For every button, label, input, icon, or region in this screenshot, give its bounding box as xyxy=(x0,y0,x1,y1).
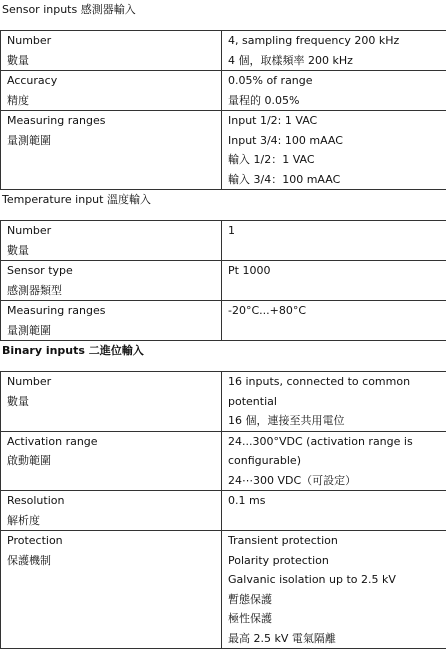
row-label-cell xyxy=(1,71,222,111)
row-label-cell xyxy=(1,221,222,261)
label-zh: 保護機制 xyxy=(7,551,221,571)
row-label-cell xyxy=(1,531,222,649)
label-en: Activation range xyxy=(7,432,221,452)
row-value-cell xyxy=(222,491,446,531)
label-zh: 數量 xyxy=(7,51,221,71)
value-line: 24...300°VDC (activation range is xyxy=(228,432,446,452)
label-zh: 感測器類型 xyxy=(7,281,221,301)
label-en: Accuracy xyxy=(7,71,221,91)
value-line: 1 xyxy=(228,221,446,241)
row-value-cell xyxy=(222,372,446,432)
table-row xyxy=(1,71,446,111)
row-value-cell xyxy=(222,261,446,301)
label-en: Number xyxy=(7,221,221,241)
value-line: 量程的 0.05% xyxy=(228,91,446,111)
row-value-cell xyxy=(222,531,446,649)
label-zh: 啟動範圍 xyxy=(7,451,221,471)
label-zh: 量測範圍 xyxy=(7,321,221,341)
value-line: Galvanic isolation up to 2.5 kV xyxy=(228,570,446,590)
row-label-cell xyxy=(1,31,222,71)
temperature-input-table xyxy=(0,220,446,341)
value-line: 輸入 3/4：100 mAAC xyxy=(228,170,446,190)
label-zh: 解析度 xyxy=(7,511,221,531)
table-row xyxy=(1,491,446,531)
table-row xyxy=(1,31,446,71)
value-line: 最高 2.5 kV 電氣隔離 xyxy=(228,629,446,649)
label-zh: 量測範圍 xyxy=(7,131,221,151)
section-title-sensor-inputs: Sensor inputs 感測器輸入 xyxy=(0,0,446,19)
table-row xyxy=(1,531,446,649)
label-zh: 數量 xyxy=(7,392,221,412)
section-title-binary-inputs: Binary inputs 二進位輸入 xyxy=(0,341,446,360)
value-line: Transient protection xyxy=(228,531,446,551)
value-line: 4, sampling frequency 200 kHz xyxy=(228,31,446,51)
label-en: Sensor type xyxy=(7,261,221,281)
row-value-cell xyxy=(222,431,446,491)
row-label-cell xyxy=(1,261,222,301)
value-line: 0.1 ms xyxy=(228,491,446,511)
row-label-cell xyxy=(1,372,222,432)
value-line: 輸入 1/2：1 VAC xyxy=(228,150,446,170)
table-row xyxy=(1,261,446,301)
value-line: 16 inputs, connected to common xyxy=(228,372,446,392)
value-line: 0.05% of range xyxy=(228,71,446,91)
table-row xyxy=(1,372,446,432)
binary-inputs-table xyxy=(0,371,446,649)
value-line: -20°C...+80°C xyxy=(228,301,446,321)
row-label-cell xyxy=(1,301,222,341)
section-spacer xyxy=(0,360,446,371)
sensor-inputs-table xyxy=(0,30,446,190)
section-spacer xyxy=(0,209,446,220)
label-en: Resolution xyxy=(7,491,221,511)
table-row xyxy=(1,111,446,190)
table-row xyxy=(1,431,446,491)
value-line: 24⋯300 VDC（可設定） xyxy=(228,471,446,491)
row-value-cell xyxy=(222,71,446,111)
value-line: Input 3/4: 100 mAAC xyxy=(228,131,446,151)
label-en: Measuring ranges xyxy=(7,111,221,131)
value-line: potential xyxy=(228,392,446,412)
row-label-cell xyxy=(1,111,222,190)
value-line: 極性保護 xyxy=(228,609,446,629)
label-en: Protection xyxy=(7,531,221,551)
table-row xyxy=(1,301,446,341)
section-spacer xyxy=(0,19,446,30)
row-value-cell xyxy=(222,31,446,71)
row-label-cell xyxy=(1,491,222,531)
row-value-cell xyxy=(222,301,446,341)
table-row xyxy=(1,221,446,261)
value-line: Polarity protection xyxy=(228,551,446,571)
value-line: Pt 1000 xyxy=(228,261,446,281)
value-line: 暫態保護 xyxy=(228,590,446,610)
label-en: Number xyxy=(7,31,221,51)
value-line: 16 個，連接至共用電位 xyxy=(228,411,446,431)
row-value-cell xyxy=(222,111,446,190)
label-zh: 精度 xyxy=(7,91,221,111)
label-en: Number xyxy=(7,372,221,392)
value-line: configurable) xyxy=(228,451,446,471)
row-value-cell xyxy=(222,221,446,261)
section-title-temperature-input: Temperature input 溫度輸入 xyxy=(0,190,446,209)
row-label-cell xyxy=(1,431,222,491)
label-en: Measuring ranges xyxy=(7,301,221,321)
value-line: 4 個，取樣頻率 200 kHz xyxy=(228,51,446,71)
value-line: Input 1/2: 1 VAC xyxy=(228,111,446,131)
label-zh: 數量 xyxy=(7,241,221,261)
